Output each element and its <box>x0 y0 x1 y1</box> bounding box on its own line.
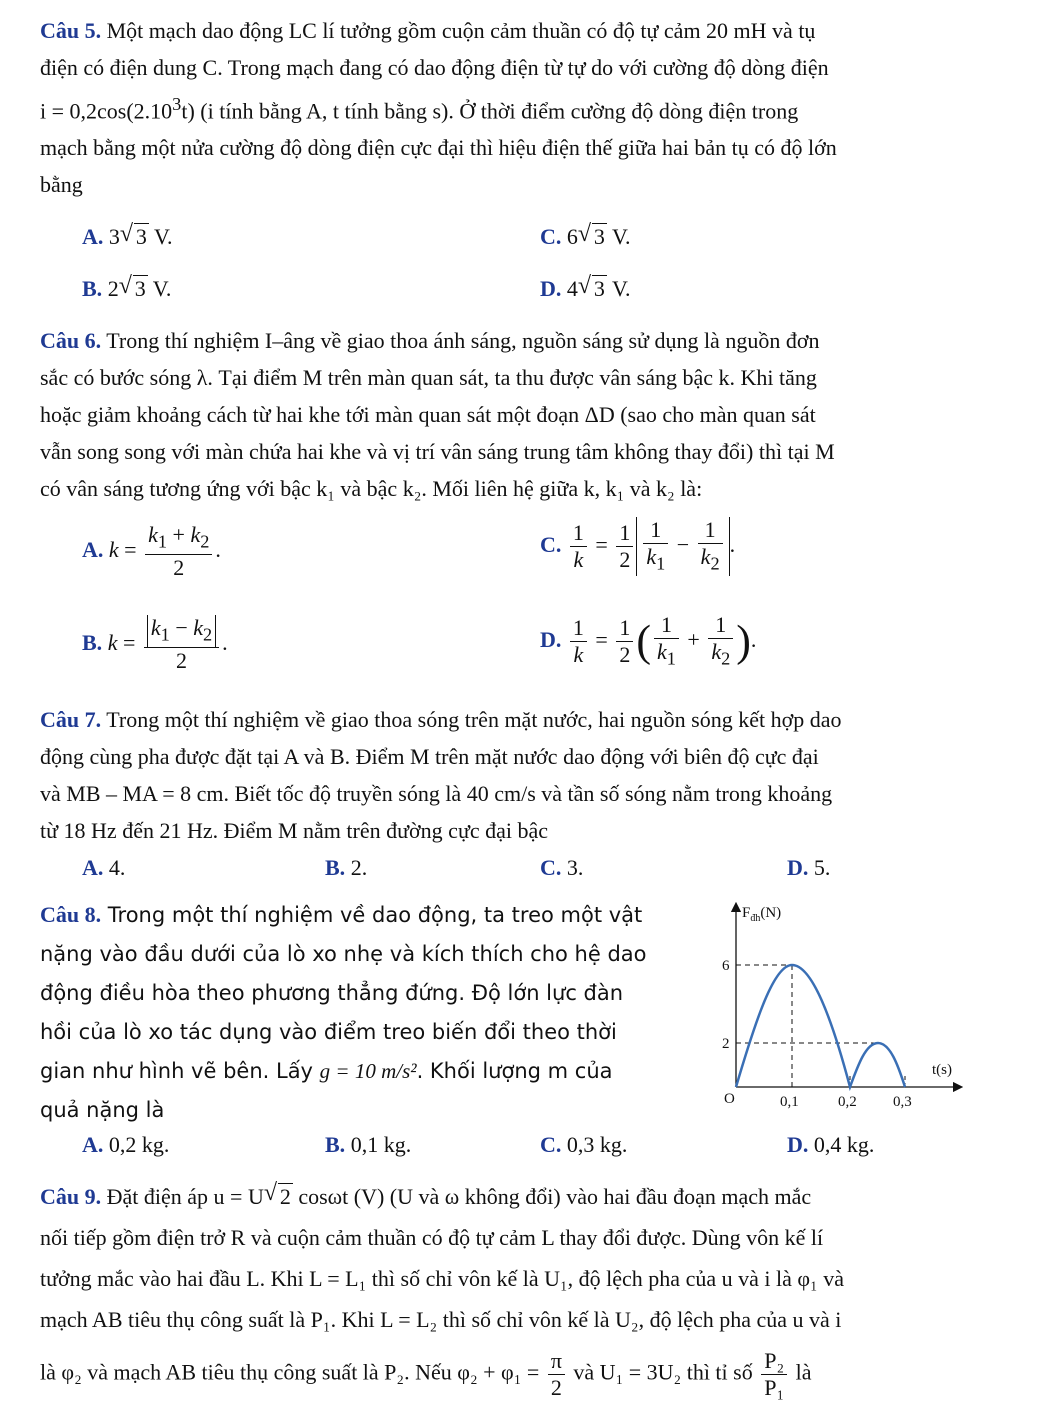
option-b[interactable]: B. k = $\frac{k_1 - k_2}{2}$ . <box>82 615 228 674</box>
question-text: quả nặng là <box>40 1098 165 1122</box>
question-text <box>40 1348 990 1401</box>
formula: φ₂ + φ₁ = <box>457 1359 545 1385</box>
fraction <box>761 1348 787 1401</box>
option-label: A. <box>82 855 104 880</box>
radicand: 3 <box>593 276 605 301</box>
option-label: B. <box>325 855 346 880</box>
option-text: 0,1 kg. <box>345 1132 412 1157</box>
question-label: Câu 8. <box>40 902 102 927</box>
option-a[interactable]: A. k = $\frac{k_1 + k_2}{2}$ . <box>82 522 221 581</box>
option-d[interactable]: D. $\frac{1}{k}$ = $\frac{1}{2}$ ( $\frac{1}{k_1}$ + $\frac{1}{k_2}$ ). <box>540 612 757 669</box>
question-text: động cùng pha được đặt tại A và B. Điểm M trên mặt nước dao động với biên độ cực đại <box>40 744 819 769</box>
option-d[interactable] <box>787 1132 874 1158</box>
option-text: 0,2 kg. <box>103 1132 170 1157</box>
fraction: $\frac{k_1 - k_2}{2}$ <box>144 615 219 674</box>
formula: g = 10 m/s² <box>319 1059 417 1083</box>
question-text: mạch bằng một nửa cường độ dòng điện cực đại thì hiệu điện thế giữa hai bản tụ có độ lớn <box>40 135 837 161</box>
option-label: C. <box>540 1132 562 1157</box>
question-text: động điều hòa theo phương thẳng đứng. Độ lớn lực đàn <box>40 981 624 1005</box>
option-label: B. <box>82 629 103 655</box>
question-text <box>40 1052 690 1091</box>
option-label: D. <box>787 1132 809 1157</box>
option-b[interactable] <box>325 855 367 881</box>
option-text: 4. <box>103 855 126 880</box>
option-coef: 2 <box>107 276 119 301</box>
text-part: là <box>790 1359 812 1385</box>
option-c[interactable] <box>540 855 583 881</box>
option-d[interactable] <box>540 276 631 302</box>
option-coef: 4 <box>566 276 578 301</box>
sqrt <box>264 1176 293 1217</box>
question-text: Trong một thí nghiệm về dao động, ta treo một vật <box>101 903 643 927</box>
text-part: . Khối lượng m của <box>416 1059 613 1083</box>
option-text: 3. <box>561 855 584 880</box>
numerator: π <box>548 1348 565 1375</box>
question-text: Trong thí nghiệm I–âng về giao thoa ánh sáng, nguồn sáng sử dụng là nguồn đơn <box>101 328 820 353</box>
formula-part: t) (i tính bằng A, t tính bằng s). Ở thời điểm cường độ dòng điện trong <box>181 98 799 124</box>
option-label: C. <box>540 531 562 557</box>
option-label: A. <box>82 536 104 562</box>
sqrt <box>119 276 148 302</box>
option-a[interactable] <box>82 224 173 250</box>
question-label: Câu 9. <box>40 1184 102 1209</box>
radicand: 2 <box>279 1184 291 1209</box>
text-part: và U₁ = 3U₂ thì tỉ số <box>567 1359 759 1385</box>
text-part: là φ₂ và mạch AB tiêu thụ công suất là P₂. Nếu <box>40 1359 458 1385</box>
absolute-value: $\frac{1}{k_1}$ − $\frac{1}{k_2}$ <box>636 517 729 576</box>
option-label: D. <box>540 626 562 652</box>
question-text: nặng vào đầu dưới của lò xo nhẹ và kích thích cho hệ dao <box>40 942 647 966</box>
y-tick: 6 <box>722 958 730 974</box>
formula: u = U <box>213 1184 264 1209</box>
question-8 <box>40 895 690 1130</box>
option-unit: V. <box>148 224 173 249</box>
radicand: 3 <box>135 224 147 249</box>
text-part: gian như hình vẽ bên. Lấy <box>40 1059 320 1083</box>
question-text: mạch AB tiêu thụ công suất là P₁. Khi L = L₂ thì số chỉ vôn kế là U₂, độ lệch pha của u và i <box>40 1307 842 1332</box>
question-7 <box>40 701 990 849</box>
option-label: C. <box>540 855 562 880</box>
sqrt <box>120 224 149 250</box>
option-label: B. <box>325 1132 346 1157</box>
option-label: A. <box>82 1132 104 1157</box>
option-label: D. <box>787 855 809 880</box>
option-unit: V. <box>606 224 631 249</box>
x-tick: 0,2 <box>838 1094 857 1110</box>
question-text: Một mạch dao động LC lí tưởng gồm cuộn cảm thuần có độ tự cảm 20 mH và tụ <box>101 18 816 43</box>
question-text: Đặt điện áp <box>101 1184 214 1209</box>
y-axis-label: $F_{đh}(N)$ <box>742 905 782 924</box>
option-text: 0,3 kg. <box>561 1132 628 1157</box>
question-text: từ 18 Hz đến 21 Hz. Điểm M nằm trên đường cực đại bậc <box>40 818 549 843</box>
option-unit: V. <box>606 276 631 301</box>
formula-part: i = 0,2cos(2.10 <box>40 98 173 124</box>
option-label: B. <box>82 276 103 301</box>
numerator: P₂ <box>761 1348 787 1375</box>
option-c[interactable] <box>540 1132 627 1158</box>
option-text: 2. <box>345 855 368 880</box>
question-text: hoặc giảm khoảng cách từ hai khe tới màn quan sát một đoạn ΔD (sao cho màn quan sát <box>40 402 816 427</box>
y-tick: 2 <box>722 1036 730 1052</box>
question-text: sắc có bước sóng λ. Tại điểm M trên màn quan sát, ta thu được vân sáng bậc k. Khi tăng <box>40 365 817 390</box>
question-text: có vân sáng tương ứng với bậc k₁ và bậc k₂. Mối liên hệ giữa k, k₁ và k₂ là: <box>40 476 703 501</box>
option-text: 5. <box>808 855 831 880</box>
question-text: tưởng mắc vào hai đầu L. Khi L = L₁ thì số chỉ vôn kế là U₁, độ lệch pha của u và i là φ₁ và <box>40 1266 844 1291</box>
force-time-graph <box>700 893 970 1113</box>
question-text <box>40 86 990 129</box>
option-coef: 3 <box>108 224 120 249</box>
formula: cosωt <box>292 1184 349 1209</box>
radicand: 3 <box>134 276 146 301</box>
radicand: 3 <box>593 224 605 249</box>
option-coef: 6 <box>566 224 578 249</box>
sqrt <box>578 276 607 302</box>
question-text: Trong một thí nghiệm về giao thoa sóng trên mặt nước, hai nguồn sóng kết hợp dao <box>101 707 842 732</box>
option-b[interactable] <box>325 1132 411 1158</box>
option-c[interactable]: C. $\frac{1}{k}$ = $\frac{1}{2}$ $\frac{1}{k_1}$ − $\frac{1}{k_2}$ . <box>540 517 735 576</box>
option-c[interactable] <box>540 224 631 250</box>
fraction <box>548 1348 565 1401</box>
question-text: (V) (U và ω không đổi) vào hai đầu đoạn mạch mắc <box>348 1184 812 1209</box>
question-5 <box>40 12 990 203</box>
question-label: Câu 6. <box>40 328 102 353</box>
question-text: hồi của lò xo tác dụng vào điểm treo biến đổi theo thời <box>40 1020 617 1044</box>
question-text: vẫn song song với màn chứa hai khe và vị trí vân sáng trung tâm không thay đổi) thì tại M <box>40 439 835 464</box>
question-text: điện có điện dung C. Trong mạch đang có dao động điện từ tự do với cường độ dòng điện <box>40 55 829 80</box>
denominator: P₁ <box>764 1375 785 1400</box>
option-a[interactable] <box>82 1132 169 1158</box>
question-text: và MB – MA = 8 cm. Biết tốc độ truyền sóng là 40 cm/s và tần số sóng nằm trong khoảng <box>40 781 833 806</box>
question-6 <box>40 322 990 507</box>
option-b[interactable] <box>82 276 171 302</box>
x-axis-label: t(s) <box>932 1062 952 1078</box>
denominator: 2 <box>550 1375 562 1400</box>
question-label: Câu 7. <box>40 707 102 732</box>
question-text: bằng <box>40 172 83 198</box>
question-9 <box>40 1176 990 1401</box>
x-tick: 0,3 <box>893 1094 912 1110</box>
question-label: Câu 5. <box>40 18 102 43</box>
option-label: D. <box>540 276 562 301</box>
question-text: nối tiếp gồm điện trở R và cuộn cảm thuần có độ tự cảm L thay đổi được. Dùng vôn kế lí <box>40 1225 824 1250</box>
exponent: 3 <box>172 94 182 114</box>
origin-label: O <box>724 1091 735 1107</box>
option-unit: V. <box>147 276 172 301</box>
fraction: $\frac{k_1 + k_2}{2}$ <box>145 522 212 581</box>
option-d[interactable] <box>787 855 830 881</box>
option-label: C. <box>540 224 562 249</box>
option-a[interactable] <box>82 855 125 881</box>
option-label: A. <box>82 224 104 249</box>
sqrt <box>578 224 607 250</box>
force-curve <box>736 965 905 1087</box>
x-tick: 0,1 <box>780 1094 799 1110</box>
option-text: 0,4 kg. <box>808 1132 875 1157</box>
